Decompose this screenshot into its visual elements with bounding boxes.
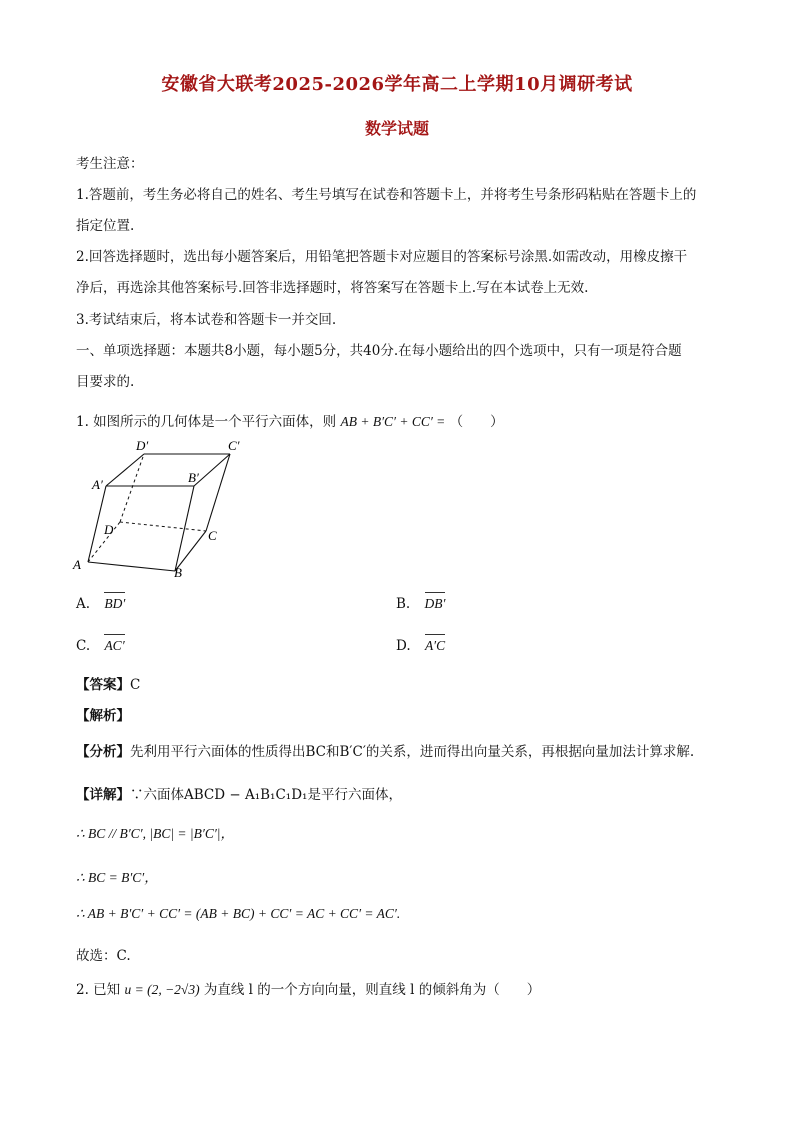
- section1-line2: 目要求的.: [76, 374, 135, 390]
- q1-detail: [76, 783, 402, 803]
- q1-option-b-key: B.: [396, 596, 411, 612]
- label-C1: C′: [228, 438, 240, 453]
- detail-label: 【详解】: [76, 787, 130, 803]
- notice-item3: 3.考试结束后，将本试卷和答题卡一并交回.: [76, 312, 337, 328]
- notice-heading: 考生注意：: [76, 156, 144, 172]
- parallelepiped-figure: [70, 436, 260, 580]
- q1-stem-suffix: （ ）: [449, 414, 504, 430]
- q1-option-a: [76, 596, 125, 612]
- q1-option-d: [396, 638, 445, 654]
- q1-option-c-expr: AC′: [104, 638, 125, 653]
- q1-option-a-expr: BD′: [104, 596, 126, 611]
- q2-stem: [76, 978, 540, 998]
- notice-item2-line1: 2.回答选择题时，选出每小题答案后，用铅笔把答题卡对应题目的答案标号涂黑.如需改动，用橡皮擦干: [76, 249, 688, 265]
- notice-item1-line1: 1.答题前，考生务必将自己的姓名、考生号填写在试卷和答题卡上，并将考生号条形码粘贴在答题卡上的: [76, 187, 697, 203]
- answer-value: C: [130, 677, 141, 693]
- q2-stem-suffix: 为直线 l 的一个方向向量，则直线 l 的倾斜角为（ ）: [203, 982, 541, 998]
- edge-AB: [88, 562, 175, 571]
- fenxi-text: 先利用平行六面体的性质得出BC和B′C′的关系，进而得出向量关系，再根据向量加法计算求解.: [130, 744, 695, 760]
- label-D1: D′: [136, 438, 149, 453]
- label-C: C: [208, 528, 217, 543]
- label-B: B: [174, 565, 182, 580]
- exam-title: 安徽省大联考2025-2026学年高二上学期10月调研考试: [161, 74, 633, 95]
- label-A1: A′: [92, 477, 103, 492]
- q1-option-c-key: C.: [76, 638, 91, 654]
- q1-option-c: [76, 638, 125, 654]
- q1-stem: [76, 410, 504, 430]
- q1-conclusion: 故选：C.: [76, 948, 131, 964]
- exam-subtitle: 数学试题: [364, 119, 429, 138]
- q1-option-d-expr: A′C: [424, 638, 446, 653]
- q1-answer: [76, 673, 140, 693]
- label-A: A: [73, 557, 81, 572]
- notice-item2-line2: 净后，再选涂其他答案标号.回答非选择题时，将答案写在答题卡上.写在本试卷上无效.: [76, 280, 589, 296]
- q2-stem-prefix: 2. 已知: [76, 982, 121, 998]
- section1-line1: 一、单项选择题：本题共8小题，每小题5分，共40分.在每小题给出的四个选项中，只有一项是符合题: [76, 343, 682, 359]
- label-B1: B′: [188, 470, 199, 485]
- answer-label: 【答案】: [76, 677, 130, 693]
- q1-stem-expr: AB + B′C′ + CC′ =: [340, 414, 446, 429]
- edge-DC: [120, 522, 206, 531]
- fenxi-label: 【分析】: [76, 744, 130, 760]
- q1-fenxi: [76, 740, 694, 760]
- q1-option-d-key: D.: [396, 638, 411, 654]
- detail-text: ∵六面体ABCD − A₁B₁C₁D₁是平行六面体，: [130, 787, 402, 803]
- q1-step2: ∴ BC = B′C′，: [76, 870, 158, 885]
- analysis-label: 【解析】: [76, 708, 130, 724]
- q1-step3: ∴ AB + B′C′ + CC′ = (AB + BC) + CC′ = AC + CC′ = AC′.: [76, 906, 401, 921]
- label-D: D: [104, 522, 114, 537]
- edge-CC1: [206, 454, 230, 531]
- notice-item1-line2: 指定位置.: [76, 218, 135, 234]
- q1-step1: ∴ BC // B′C′, |BC| = |B′C′|，: [76, 826, 234, 841]
- q1-option-b: [396, 596, 445, 612]
- q1-option-a-key: A.: [76, 596, 91, 612]
- q1-stem-prefix: 1. 如图所示的几何体是一个平行六面体，则: [76, 414, 337, 430]
- q1-option-b-expr: DB′: [424, 596, 446, 611]
- q2-stem-vector: u = (2, −2√3): [124, 982, 200, 997]
